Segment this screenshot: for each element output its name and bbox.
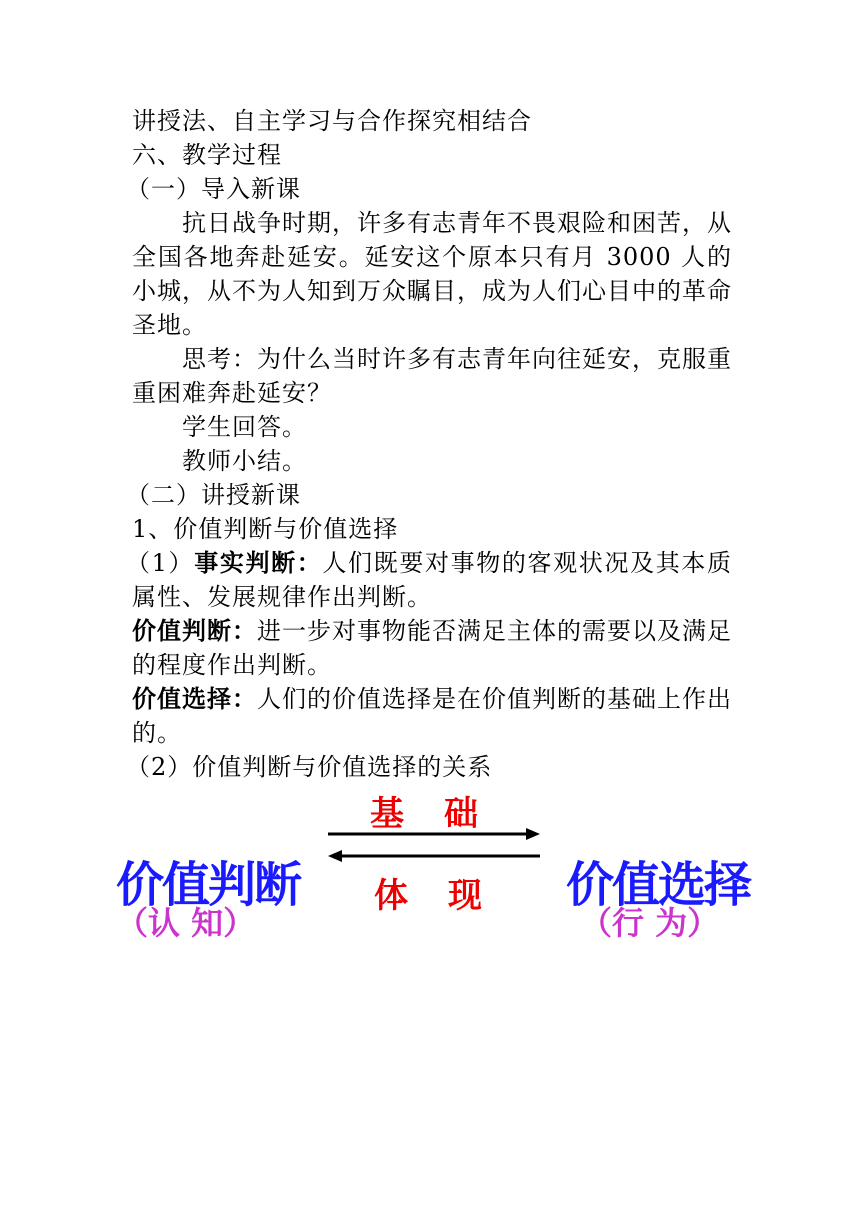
diagram-foundation-label: 基础 <box>370 794 518 834</box>
diagram-arrows <box>324 820 544 870</box>
intro-paragraph: 抗日战争时期，许多有志青年不畏艰险和困苦，从全国各地奔赴延安。延安这个原本只有月 3000 人的小城，从不为人知到万众瞩目，成为人们心目中的革命圣地。 <box>132 209 732 339</box>
student-answer-line: 学生回答。 <box>182 413 307 441</box>
diagram-manifestation-label: 体现 <box>374 876 522 916</box>
left-arrow-icon <box>328 850 540 862</box>
teacher-summary-line: 教师小结。 <box>182 447 307 475</box>
value-choice-text: 人们的价值选择是在价值判断的基础上作出的。 <box>132 685 732 747</box>
document-body <box>126 104 733 784</box>
subsection-heading-new-lesson: （二）讲授新课 <box>126 481 301 509</box>
value-judgment-term: 价值判断： <box>132 617 257 645</box>
section-heading-process: 六、教学过程 <box>132 141 282 169</box>
topic-heading: 1、价值判断与价值选择 <box>132 515 399 543</box>
value-choice-paragraph <box>132 682 732 750</box>
value-judgment-paragraph <box>132 614 732 682</box>
value-choice-term: 价值选择： <box>132 685 257 713</box>
diagram-value-choice-title: 价值选择 <box>566 857 751 913</box>
fact-judgment-paragraph <box>126 546 733 614</box>
fact-judgment-text: 人们既要对事物的客观状况及其本质属性、发展规律作出判断。 <box>132 549 733 611</box>
right-arrow-icon <box>328 828 540 840</box>
diagram-behavior-label: （行 为） <box>580 904 720 942</box>
subsection-heading-intro: （一）导入新课 <box>126 175 301 203</box>
teaching-method-line: 讲授法、自主学习与合作探究相结合 <box>132 107 532 135</box>
relation-diagram <box>110 780 760 950</box>
diagram-value-judgment-title: 价值判断 <box>116 857 301 913</box>
fact-judgment-term: 事实判断： <box>194 549 323 577</box>
value-judgment-text: 进一步对事物能否满足主体的需要以及满足的程度作出判断。 <box>132 617 732 679</box>
diagram-cognition-label: （认 知） <box>116 904 256 942</box>
think-question-paragraph: 思考：为什么当时许多有志青年向往延安，克服重重困难奔赴延安？ <box>132 345 732 407</box>
relation-heading: （2）价值判断与价值选择的关系 <box>126 753 493 781</box>
item-number: （1） <box>126 549 195 577</box>
